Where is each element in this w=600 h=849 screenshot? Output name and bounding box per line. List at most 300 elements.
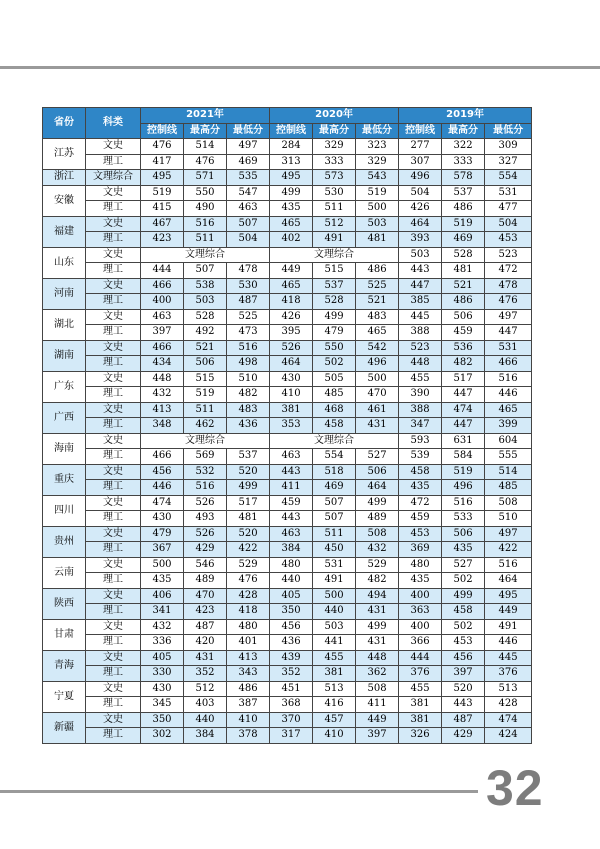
category-cell: 文史	[86, 247, 141, 263]
score-cell: 537	[442, 185, 485, 201]
category-cell: 理工	[86, 697, 141, 713]
score-cell: 470	[356, 387, 399, 403]
score-cell: 521	[356, 294, 399, 310]
header-lowest: 最低分	[485, 123, 532, 139]
table-row	[43, 650, 532, 666]
score-cell: 476	[227, 573, 270, 589]
table-row	[43, 201, 532, 217]
category-cell: 理工	[86, 728, 141, 744]
score-cell: 381	[399, 712, 442, 728]
score-cell: 455	[399, 371, 442, 387]
province-name: 甘肃	[43, 619, 86, 650]
score-cell: 502	[442, 619, 485, 635]
score-cell: 512	[184, 681, 227, 697]
score-cell: 406	[141, 588, 184, 604]
score-cell: 418	[270, 294, 313, 310]
score-cell: 440	[313, 604, 356, 620]
table-row	[43, 604, 532, 620]
score-cell: 519	[442, 464, 485, 480]
table-row	[43, 418, 532, 434]
score-cell: 397	[442, 666, 485, 682]
table-row	[43, 526, 532, 542]
score-cell: 507	[184, 263, 227, 279]
score-cell: 443	[270, 511, 313, 527]
score-cell: 465	[485, 402, 532, 418]
category-cell: 文史	[86, 278, 141, 294]
score-cell: 508	[356, 681, 399, 697]
score-cell: 430	[270, 371, 313, 387]
score-cell: 440	[184, 712, 227, 728]
score-cell: 479	[313, 325, 356, 341]
score-cell: 405	[270, 588, 313, 604]
score-cell: 510	[227, 371, 270, 387]
score-cell: 449	[356, 712, 399, 728]
score-cell: 428	[485, 697, 532, 713]
score-cell: 550	[313, 340, 356, 356]
category-cell: 理工	[86, 154, 141, 170]
score-cell: 554	[313, 449, 356, 465]
score-cell: 480	[227, 619, 270, 635]
category-cell: 文史	[86, 619, 141, 635]
score-cell: 528	[184, 309, 227, 325]
score-cell: 508	[356, 526, 399, 542]
score-cell: 503	[399, 247, 442, 263]
score-cell: 482	[356, 573, 399, 589]
score-cell: 432	[141, 619, 184, 635]
score-cell: 387	[227, 697, 270, 713]
score-cell: 432	[141, 387, 184, 403]
score-cell: 323	[356, 139, 399, 155]
score-cell: 445	[485, 650, 532, 666]
score-cell: 453	[399, 526, 442, 542]
score-cell: 368	[270, 697, 313, 713]
score-cell: 506	[356, 464, 399, 480]
score-cell: 538	[184, 278, 227, 294]
score-cell: 503	[184, 294, 227, 310]
score-cell: 515	[313, 263, 356, 279]
score-cell: 519	[184, 387, 227, 403]
score-cell: 376	[485, 666, 532, 682]
score-cell: 330	[141, 666, 184, 682]
score-cell: 417	[141, 154, 184, 170]
score-cell: 402	[270, 232, 313, 248]
score-cell: 494	[356, 588, 399, 604]
score-cell: 500	[313, 588, 356, 604]
score-cell: 469	[313, 480, 356, 496]
table-row	[43, 588, 532, 604]
score-cell: 536	[442, 340, 485, 356]
score-cell: 384	[270, 542, 313, 558]
score-cell: 430	[141, 681, 184, 697]
score-cell: 497	[485, 526, 532, 542]
score-cell: 514	[485, 464, 532, 480]
score-cell: 520	[227, 526, 270, 542]
score-cell: 546	[184, 557, 227, 573]
province-name: 浙江	[43, 170, 86, 186]
score-cell: 519	[141, 185, 184, 201]
table-row	[43, 557, 532, 573]
score-cell: 388	[399, 402, 442, 418]
score-cell: 399	[485, 418, 532, 434]
score-cell: 466	[141, 449, 184, 465]
score-cell: 473	[227, 325, 270, 341]
score-cell: 465	[270, 278, 313, 294]
score-cell: 388	[399, 325, 442, 341]
score-cell: 479	[141, 526, 184, 542]
header-category: 科类	[86, 108, 141, 139]
score-cell: 483	[356, 309, 399, 325]
score-cell: 578	[442, 170, 485, 186]
score-cell: 486	[442, 294, 485, 310]
score-cell: 440	[270, 573, 313, 589]
score-cell: 370	[270, 712, 313, 728]
score-cell: 584	[442, 449, 485, 465]
table-row	[43, 139, 532, 155]
score-cell: 381	[399, 697, 442, 713]
score-cell: 459	[399, 511, 442, 527]
score-cell: 516	[184, 216, 227, 232]
score-cell: 400	[141, 294, 184, 310]
score-cell: 631	[442, 433, 485, 449]
score-cell: 426	[399, 201, 442, 217]
score-cell: 555	[485, 449, 532, 465]
score-cell: 487	[184, 619, 227, 635]
score-cell: 313	[270, 154, 313, 170]
category-cell: 文史	[86, 185, 141, 201]
score-cell: 516	[485, 371, 532, 387]
score-cell: 446	[485, 387, 532, 403]
score-cell: 523	[399, 340, 442, 356]
score-cell: 499	[356, 619, 399, 635]
table-row	[43, 635, 532, 651]
score-cell: 499	[442, 588, 485, 604]
table-row	[43, 170, 532, 186]
admission-score-table	[42, 107, 532, 744]
score-cell: 500	[356, 201, 399, 217]
score-cell: 502	[313, 356, 356, 372]
score-cell: 495	[141, 170, 184, 186]
score-cell: 487	[442, 712, 485, 728]
province-name: 云南	[43, 557, 86, 588]
score-cell: 519	[356, 185, 399, 201]
score-cell: 504	[227, 232, 270, 248]
score-cell: 465	[356, 325, 399, 341]
score-cell: 513	[313, 681, 356, 697]
score-cell: 485	[313, 387, 356, 403]
score-cell: 474	[485, 712, 532, 728]
header-control-line: 控制线	[141, 123, 184, 139]
score-cell: 455	[399, 681, 442, 697]
score-cell: 446	[141, 480, 184, 496]
score-cell: 521	[442, 278, 485, 294]
score-cell: 385	[399, 294, 442, 310]
score-cell: 453	[442, 635, 485, 651]
score-cell: 507	[313, 495, 356, 511]
province-name: 福建	[43, 216, 86, 247]
score-cell: 459	[442, 325, 485, 341]
score-cell: 376	[399, 666, 442, 682]
category-cell: 文史	[86, 526, 141, 542]
score-cell: 463	[141, 309, 184, 325]
table-row	[43, 697, 532, 713]
score-cell: 466	[141, 340, 184, 356]
score-cell: 329	[356, 154, 399, 170]
score-cell: 526	[184, 495, 227, 511]
score-cell: 486	[356, 263, 399, 279]
score-cell: 327	[485, 154, 532, 170]
score-cell: 525	[356, 278, 399, 294]
category-cell: 文史	[86, 495, 141, 511]
score-cell: 525	[227, 309, 270, 325]
score-cell: 496	[356, 356, 399, 372]
score-cell: 535	[227, 170, 270, 186]
score-cell: 528	[442, 247, 485, 263]
category-cell: 理工	[86, 232, 141, 248]
category-cell: 文理综合	[86, 170, 141, 186]
score-cell: 367	[141, 542, 184, 558]
score-cell: 449	[270, 263, 313, 279]
score-cell: 482	[442, 356, 485, 372]
score-cell: 422	[485, 542, 532, 558]
score-cell: 469	[227, 154, 270, 170]
score-cell: 431	[184, 650, 227, 666]
score-cell: 527	[356, 449, 399, 465]
score-cell: 448	[141, 371, 184, 387]
score-cell: 554	[485, 170, 532, 186]
score-cell: 336	[141, 635, 184, 651]
score-cell: 463	[270, 449, 313, 465]
score-cell: 350	[141, 712, 184, 728]
score-cell: 352	[184, 666, 227, 682]
category-cell: 文史	[86, 464, 141, 480]
score-cell: 504	[399, 185, 442, 201]
score-cell: 498	[227, 356, 270, 372]
category-cell: 文史	[86, 433, 141, 449]
score-cell: 456	[442, 650, 485, 666]
score-cell: 345	[141, 697, 184, 713]
table-row	[43, 402, 532, 418]
header-highest: 最高分	[442, 123, 485, 139]
score-cell: 436	[227, 418, 270, 434]
score-cell: 569	[184, 449, 227, 465]
score-cell: 529	[227, 557, 270, 573]
score-cell: 593	[399, 433, 442, 449]
score-cell: 448	[356, 650, 399, 666]
score-cell: 441	[313, 635, 356, 651]
score-cell: 459	[270, 495, 313, 511]
header-year-2019: 2019年	[399, 108, 532, 124]
score-cell: 431	[356, 635, 399, 651]
table-row	[43, 278, 532, 294]
score-cell: 451	[270, 681, 313, 697]
score-cell: 458	[442, 604, 485, 620]
score-cell: 436	[270, 635, 313, 651]
score-cell: 326	[399, 728, 442, 744]
score-cell: 435	[399, 573, 442, 589]
score-cell: 490	[184, 201, 227, 217]
score-cell: 350	[270, 604, 313, 620]
score-cell: 395	[270, 325, 313, 341]
category-cell: 文史	[86, 309, 141, 325]
score-cell: 461	[356, 402, 399, 418]
score-cell: 506	[442, 309, 485, 325]
score-cell: 516	[184, 480, 227, 496]
score-cell: 410	[313, 728, 356, 744]
score-cell: 464	[270, 356, 313, 372]
score-cell: 481	[442, 263, 485, 279]
score-cell: 491	[313, 573, 356, 589]
score-cell: 499	[270, 185, 313, 201]
score-cell: 466	[141, 278, 184, 294]
score-cell: 520	[442, 681, 485, 697]
score-cell: 480	[399, 557, 442, 573]
score-cell: 517	[227, 495, 270, 511]
score-cell: 492	[184, 325, 227, 341]
score-cell: 526	[270, 340, 313, 356]
score-cell: 503	[356, 216, 399, 232]
category-cell: 理工	[86, 666, 141, 682]
score-cell: 463	[270, 526, 313, 542]
header-lowest: 最低分	[356, 123, 399, 139]
score-cell: 493	[184, 511, 227, 527]
score-cell: 515	[184, 371, 227, 387]
score-cell: 480	[270, 557, 313, 573]
table-row	[43, 728, 532, 744]
score-cell: 478	[227, 263, 270, 279]
score-cell: 397	[356, 728, 399, 744]
category-cell: 文史	[86, 588, 141, 604]
score-cell: 530	[227, 278, 270, 294]
category-cell: 理工	[86, 511, 141, 527]
score-cell: 519	[442, 216, 485, 232]
score-cell: 523	[485, 247, 532, 263]
province-name: 广东	[43, 371, 86, 402]
merged-cell-2020: 文理综合	[270, 433, 399, 449]
score-cell: 506	[442, 526, 485, 542]
score-cell: 511	[184, 402, 227, 418]
category-cell: 文史	[86, 340, 141, 356]
header-year-2021: 2021年	[141, 108, 270, 124]
score-cell: 528	[313, 294, 356, 310]
score-cell: 468	[313, 402, 356, 418]
province-name: 河南	[43, 278, 86, 309]
score-cell: 403	[184, 697, 227, 713]
category-cell: 文史	[86, 216, 141, 232]
category-cell: 文史	[86, 650, 141, 666]
score-cell: 448	[399, 356, 442, 372]
score-cell: 530	[313, 185, 356, 201]
score-cell: 489	[184, 573, 227, 589]
score-cell: 341	[141, 604, 184, 620]
province-name: 海南	[43, 433, 86, 464]
score-cell: 537	[313, 278, 356, 294]
score-cell: 529	[356, 557, 399, 573]
score-cell: 517	[442, 371, 485, 387]
table-row	[43, 294, 532, 310]
province-name: 广西	[43, 402, 86, 433]
score-cell: 384	[184, 728, 227, 744]
table-row	[43, 495, 532, 511]
table-row	[43, 185, 532, 201]
score-cell: 464	[356, 480, 399, 496]
score-cell: 518	[313, 464, 356, 480]
score-cell: 483	[227, 402, 270, 418]
score-cell: 487	[227, 294, 270, 310]
score-cell: 470	[184, 588, 227, 604]
score-cell: 435	[399, 480, 442, 496]
score-cell: 507	[227, 216, 270, 232]
score-cell: 496	[442, 480, 485, 496]
score-cell: 352	[270, 666, 313, 682]
page-number: 32	[486, 760, 544, 816]
table-row	[43, 247, 532, 263]
category-cell: 文史	[86, 402, 141, 418]
score-cell: 486	[227, 681, 270, 697]
score-cell: 410	[270, 387, 313, 403]
score-cell: 476	[485, 294, 532, 310]
score-cell: 435	[442, 542, 485, 558]
score-cell: 466	[485, 356, 532, 372]
score-cell: 348	[141, 418, 184, 434]
score-cell: 526	[184, 526, 227, 542]
score-cell: 462	[184, 418, 227, 434]
province-name: 山东	[43, 247, 86, 278]
score-cell: 516	[485, 557, 532, 573]
category-cell: 理工	[86, 325, 141, 341]
category-cell: 文史	[86, 557, 141, 573]
score-cell: 353	[270, 418, 313, 434]
category-cell: 理工	[86, 480, 141, 496]
score-cell: 411	[270, 480, 313, 496]
score-cell: 378	[227, 728, 270, 744]
category-cell: 理工	[86, 604, 141, 620]
score-cell: 390	[399, 387, 442, 403]
top-divider	[0, 66, 600, 69]
score-cell: 476	[184, 154, 227, 170]
category-cell: 文史	[86, 712, 141, 728]
province-name: 安徽	[43, 185, 86, 216]
table-row	[43, 340, 532, 356]
table-row	[43, 573, 532, 589]
category-cell: 文史	[86, 371, 141, 387]
score-cell: 476	[141, 139, 184, 155]
score-cell: 416	[313, 697, 356, 713]
province-name: 四川	[43, 495, 86, 526]
score-cell: 464	[399, 216, 442, 232]
category-cell: 理工	[86, 294, 141, 310]
province-name: 宁夏	[43, 681, 86, 712]
score-cell: 497	[485, 309, 532, 325]
score-cell: 477	[485, 201, 532, 217]
category-cell: 文史	[86, 139, 141, 155]
table-row	[43, 681, 532, 697]
score-cell: 456	[141, 464, 184, 480]
score-cell: 429	[184, 542, 227, 558]
score-cell: 453	[485, 232, 532, 248]
table-row	[43, 216, 532, 232]
table-row	[43, 387, 532, 403]
score-cell: 446	[485, 635, 532, 651]
province-name: 湖南	[43, 340, 86, 371]
score-cell: 447	[442, 387, 485, 403]
header-control-line: 控制线	[270, 123, 313, 139]
score-cell: 381	[270, 402, 313, 418]
score-cell: 499	[227, 480, 270, 496]
score-cell: 481	[356, 232, 399, 248]
score-cell: 420	[184, 635, 227, 651]
score-cell: 505	[313, 371, 356, 387]
score-cell: 432	[356, 542, 399, 558]
